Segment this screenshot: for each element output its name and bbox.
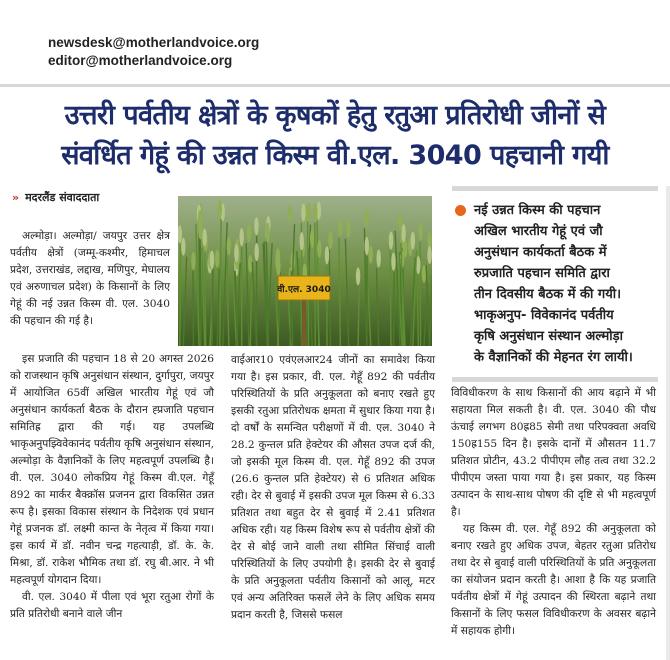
article-paragraph: अल्मोड़ा। अल्मोड़ा/ जयपुर उत्तर क्षेत्र पर्वतीय क्षेत्रों (जम्मू-कश्मीर, हिमाचल प्रदेश, उत्तराखंड, लद्दाख, मणिपुर, मेघालय एवं अरुणाचल प्रदेश) के किसानों के लिए गेहूं की नई उन्नत किस्म वी. एल. 3040 की पहचान की गई है। <box>10 230 170 327</box>
editor-email: editor@motherlandvoice.org <box>48 53 233 68</box>
wheat-field-image <box>178 196 432 346</box>
pull-quote-text <box>474 200 662 368</box>
adjacent-column-edge <box>666 186 670 660</box>
article-column-2 <box>231 352 435 624</box>
pull-quote-line: भाकृअनुप- विवेकानंद पर्वतीय <box>474 308 614 323</box>
pull-quote-line: रुप्रजाति पहचान समिति द्वारा <box>474 266 610 281</box>
byline-text: मदरलैंड संवाददाता <box>25 191 100 204</box>
article-column-1-top <box>10 228 170 330</box>
article-paragraph: वी. एल. 3040 में पीला एवं भूरा रतुआ रोगों के प्रति प्रतिरोधी बनाने वाले जीन <box>10 591 214 620</box>
headline-line-1: उत्तरी पर्वतीय क्षेत्रों के कृषकों हेतु रतुआ प्रतिरोधी जीनों से <box>64 100 606 131</box>
newsdesk-email: newsdesk@motherlandvoice.org <box>48 35 260 50</box>
wheat-field-photo <box>178 196 432 346</box>
pull-quote-line: के वैज्ञानिकों की मेहनत रंग लायी। <box>474 350 633 365</box>
article-paragraph: इस प्रजाति की पहचान 18 से 20 अगस्त 2026 को राजस्थान कृषि अनुसंधान संस्थान, दुर्गापुरा, जयपुर में आयोजित 65वीं अखिल भारतीय गेहूं एवं जौ अनुसंधान कार्यकर्ता बैठक के दौरान ह्प्रजाति पहचान समितिह्र द्वारा की गई। यह उपलब्धि भाकृअनुपझ्विवेकानंद पर्वतीय कृषि अनुसंधान संस्थान, अल्मोड़ा के वैज्ञानिकों के लिए महत्वपूर्ण उपलब्धि है। वी. एल. 3040 लोकप्रिय गेहूं किस्म वी.एल. गेहूँ 892 का मार्कर बैक्क्रॉस प्रजनन द्वारा विकसित उन्नत रूप है। इसका विकास संस्थान के निदेशक एवं प्रधान गेहूं प्रजनक डॉ. लक्ष्मी कान्त के नेतृत्व में किया गया। इस कार्य में डॉ. नवीन चन्द्र गहत्याड़ी, डॉ. के. के. मिश्रा, डॉ. राकेश भौमिक तथा डॉ. रघु बी.आर. ने भी महत्वपूर्ण योगदान दिया। <box>10 353 214 586</box>
article-paragraph: वाईआर10 एवंएलआर24 जीनों का समावेश किया गया है। इस प्रकार, वी. एल. गेहूँ 892 की पर्वतीय परिस्थितियों के प्रति अनुकूलता को बनाए रखते हुए इसकी रतुआ प्रतिरोधक क्षमता में सुधार किया गया है। दो वर्षों के समन्वित परीक्षणों में वी. एल. 3040 ने 28.2 कुन्तल प्रति हेक्टेयर की औसत उपज दर्ज की, जो इसकी मूल किस्म वी. एल. गेहूँ 892 की उपज (26.6 कुन्तल प्रति हेक्टेयर) से 6 प्रतिशत अधिक रही। देर से बुवाई में इसकी उपज मूल किस्म से 6.33 प्रतिशत तथा बहुत देर से बुवाई में 2.41 प्रतिशत अधिक रही। यह किस्म विशेष रूप से पर्वतीय क्षेत्रों की देर से बोई जाने वाली तथा सीमित सिंचाई वाली परिस्थितियों के लिए उपयोगी है। इसकी देर से बुवाई के प्रति अनुकूलता पर्वतीय किसानों को आलू, मटर एवं अन्य अतिरिक्त फसलें लेने के लिए अधिक समय प्रदान करती है, जिससे फसल <box>231 354 435 621</box>
header-divider <box>0 84 670 87</box>
pull-quote-bottom-bar <box>452 377 658 382</box>
headline-line-2: संवर्धित गेहूं की उन्नत किस्म वी.एल. 3040 पहचानी गयी <box>61 140 609 171</box>
contact-emails <box>48 34 259 70</box>
pull-quote <box>452 186 664 376</box>
article-paragraph: यह किस्म वी. एल. गेहूँ 892 की अनुकूलता को बनाए रखते हुए अधिक उपज, बेहतर रतुआ प्रतिरोध तथा देर से बुवाई वाली परिस्थितियों के प्रति अनुकूलता का संयोजन प्रदान करती है। आशा है कि यह प्रजाति पर्वतीय क्षेत्रों में गेहूं उत्पादन की स्थिरता बढ़ाने तथा किसानों के लिए फसल विविधीकरण के अवसर बढ़ाने में सहायक होगी। <box>451 523 656 637</box>
article-paragraph: विविधीकरण के साथ किसानों की आय बढ़ाने में भी सहायता मिल सकती है। वी. एल. 3040 की पौध ऊंचाई लगभग 80ह्र85 सेमी तथा परिपक्वता अवधि 150ह्र155 दिन है। इसके दानों में औसतन 11.7 प्रतिशत प्रोटीन, 43.2 पीपीएम लौह तत्व तथा 32.2 पीपीएम जस्ता पाया गया है। इस प्रकार, यह किस्म उत्पादन के साथ-साथ पोषण की दृष्टि से भी महत्वपूर्ण है। <box>451 387 656 518</box>
byline <box>12 190 172 205</box>
pull-quote-line: अनुसंधान कार्यकर्ता बैठक में <box>474 245 607 260</box>
byline-marker: » <box>12 191 20 204</box>
pull-quote-line: कृषि अनुसंधान संस्थान अल्मोड़ा <box>474 329 623 344</box>
bullet-icon <box>455 205 466 216</box>
pull-quote-line: अखिल भारतीय गेहूं एवं जौ <box>474 224 603 239</box>
article-column-1 <box>10 351 214 623</box>
article-column-3 <box>451 385 656 640</box>
pull-quote-line: नई उन्नत किस्म की पहचान <box>474 203 601 218</box>
pull-quote-top-bar <box>452 186 658 191</box>
variety-sign-text: वी.एल. 3040 <box>277 285 331 295</box>
pull-quote-line: तीन दिवसीय बैठक में की गयी। <box>474 287 622 302</box>
headline <box>0 96 670 176</box>
